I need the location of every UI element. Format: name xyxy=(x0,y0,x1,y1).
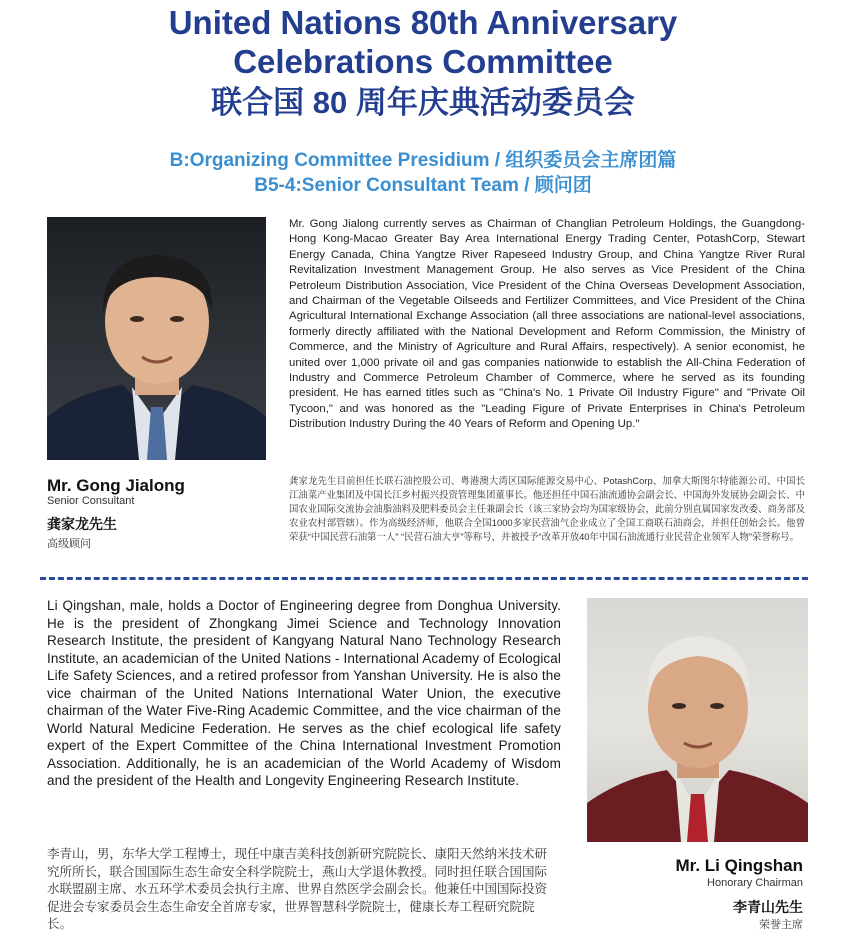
title-chinese: 联合国 80 周年庆典活动委员会 xyxy=(211,85,635,120)
name-chinese-li-qingshan: 李青山先生 xyxy=(733,899,803,915)
bio-english-gong-jialong: Mr. Gong Jialong currently serves as Chairman of Changlian Petroleum Holdings, the Guangdong-Hong Kong-Macao Greater Bay Area International Energy Trading Center, PotashCorp, Stewart Energy Canada, China Yangtze River Rapeseed Industry Group, and China Yangtze River Rural Revitalization Investment Management Group. He also serves as Vice President of the China Petroleum Distribution Association, Vice President of the China Overseas Development Association, and Chairman of the Vegetable Oilseeds and Fertilizer Committees, and Vice President of the China Agricultural International Exchange Association (all three associations are national-level associations, formerly directly affiliated with the National Development and Reform Commission, the Ministry of Commerce, and the Ministry of Agriculture and Rural Affairs, respectively). A senior economist, he united over 1,000 private oil and gas companies nationwide to establish the All-China Federation of Industry and Commerce Petroleum Chamber of Commerce, where he served as its founding president. He has earned titles such as "China's No. 1 Private Oil Industry Figure" and "Private Oil Tycoon," and was honored as the "Leading Figure of Private Enterprises in China's Petroleum Distribution Industry During the 40 Years of Reform and Opening Up." xyxy=(289,218,805,431)
name-chinese-gong-jialong: 龚家龙先生 xyxy=(47,516,117,532)
subtitle-presidium: B:Organizing Committee Presidium / 组织委员会主席团篇 xyxy=(169,150,677,171)
role-chinese-honorary-chairman: 荣誉主席 xyxy=(759,919,803,931)
role-senior-consultant: Senior Consultant xyxy=(47,495,135,507)
subtitle-team: B5-4:Senior Consultant Team / 顾问团 xyxy=(254,175,592,196)
portrait-photo-li-qingshan xyxy=(587,598,808,842)
dashed-divider xyxy=(40,577,808,580)
name-li-qingshan: Mr. Li Qingshan xyxy=(675,856,803,875)
bio-chinese-li-qingshan: 李青山，男，东华大学工程博士，现任中康吉美科技创新研究院院长、康阳天然纳米技术研究所所长，联合国国际生态生命安全科学院院士，燕山大学退休教授。同时担任联合国国际水联盟副主席、水五环学术委员会执行主席、世界自然医学会副会长。他兼任中国国际投资促进会专家委员会生态生命安全首席专家，世界智慧科学院院士，健康长寿工程研究院院长。 xyxy=(47,847,548,931)
bio-english-li-qingshan: Li Qingshan, male, holds a Doctor of Engineering degree from Donghua University. He is the president of Zhongkang Jimei Science and Technology Innovation Research Institute, the president of Kangyang Natural Nano Technology Research Institute, an academician of the United Nations - International Academy of Ecological Life Safety Sciences, and a retired professor from Yanshan University. He is also the vice chairman of the United Nations International Water Union, the executive chairman of the Water Five-Ring Academic Committee, and the vice chairman of the World Natural Medicine Federation. He serves as the chief ecological life safety expert of the Expert Committee of the China International Investment Promotion Association. Additionally, he is an academician of the World Academy of Wisdom and the president of the Health and Longevity Engineering Research Institute. xyxy=(47,598,561,788)
portrait-illustration xyxy=(587,598,808,842)
role-honorary-chairman: Honorary Chairman xyxy=(707,877,803,889)
role-chinese-senior-consultant: 高级顾问 xyxy=(47,538,91,550)
bio-chinese-gong-jialong: 龚家龙先生目前担任长联石油控股公司、粤港澳大湾区国际能源交易中心、PotashCorp、加拿大斯图尔特能源公司、中国长江油菜产业集团及中国长江乡村振兴投资管理集团董事长。他还担任中国石油流通协会副会长、中国海外发展协会副会长、中国农业国际交流协会油脂油料及肥料委员会主任兼副会长（该三家协会均为国家级协会，此前分别直属国家发改委、商务部及农业农村部管辖）。作为高级经济师，他联合全国1000多家民营油气企业成立了全国工商联石油商会，并担任创始会长。他曾荣获“中国民营石油第一人” “民营石油大亨”等称号，并被授予“改革开放40年中国石油流通行业民营企业领军人物”荣誉称号。 xyxy=(289,475,805,542)
portrait-illustration xyxy=(47,217,266,460)
name-gong-jialong: Mr. Gong Jialong xyxy=(47,476,185,495)
portrait-photo-gong-jialong xyxy=(47,217,266,460)
title-line-1: United Nations 80th Anniversary xyxy=(168,4,678,41)
title-line-2: Celebrations Committee xyxy=(233,43,613,80)
